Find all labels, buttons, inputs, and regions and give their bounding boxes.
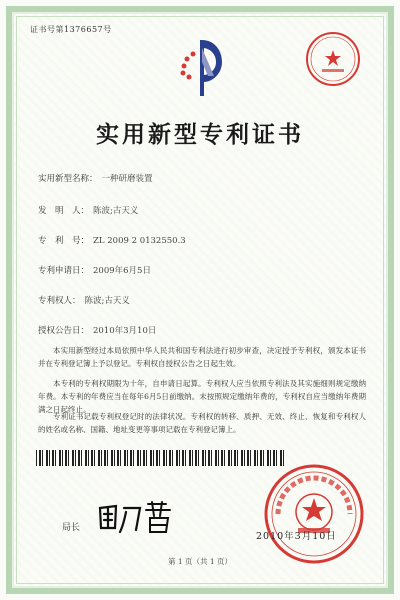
field-label: 专 利 号： bbox=[38, 236, 90, 246]
field-label: 发 明 人： bbox=[38, 206, 90, 216]
field-value: 陈波;古天义 bbox=[93, 206, 139, 216]
patent-office-logo-icon bbox=[178, 36, 226, 100]
field-patentee bbox=[38, 294, 130, 306]
field-label: 专利权人： bbox=[38, 296, 81, 306]
field-grant-date bbox=[38, 324, 156, 336]
paragraph-legal-status: 专利证书记载专利权登记时的法律状况。专利权的转移、质押、无效、终止、恢复和专利权人的姓名或名称、国籍、地址变更等事项记载在专利登记簿上。 bbox=[38, 412, 366, 434]
director-signature-icon bbox=[96, 498, 176, 538]
official-seal-small-icon bbox=[304, 30, 362, 88]
field-value: ZL 2009 2 0132550.3 bbox=[93, 236, 186, 246]
certificate-number: 证书号第1376657号 bbox=[30, 25, 112, 34]
field-patent-number bbox=[38, 234, 186, 246]
official-seal-large-icon bbox=[262, 462, 366, 566]
director-label: 局长 bbox=[62, 523, 81, 533]
field-value: 2010年3月10日 bbox=[93, 326, 157, 336]
field-value: 陈波;古天义 bbox=[84, 296, 130, 306]
field-inventor bbox=[38, 204, 138, 216]
paragraph-term: 本专利的专利权期限为十年，自申请日起算。专利权人应当依照专利法及其实施细则规定缴纳年费。本专利的年费应当在每年6月5日前缴纳。未按照规定缴纳年费的，专利权自应当缴纳年费期满之日起终止。 bbox=[38, 379, 366, 414]
field-application-date bbox=[38, 264, 151, 276]
field-value: 一种研磨装置 bbox=[101, 174, 153, 184]
field-utility-model-name bbox=[38, 172, 153, 184]
field-value: 2009年6月5日 bbox=[93, 266, 151, 276]
issue-date: 2010年3月10日 bbox=[256, 531, 337, 542]
field-label: 专利申请日： bbox=[38, 266, 90, 276]
certificate-title: 实用新型专利证书 bbox=[96, 121, 304, 148]
paragraph-grant: 本实用新型经过本局依照中华人民共和国专利法进行初步审查，决定授予专利权，颁发本证书并在专利登记簿上予以登记。专利权自授权公告之日起生效。 bbox=[38, 346, 366, 368]
barcode bbox=[36, 450, 286, 466]
page-number: 第 1 页（共 1 页） bbox=[167, 557, 233, 566]
field-label: 实用新型名称： bbox=[38, 174, 98, 184]
field-label: 授权公告日： bbox=[38, 326, 90, 336]
